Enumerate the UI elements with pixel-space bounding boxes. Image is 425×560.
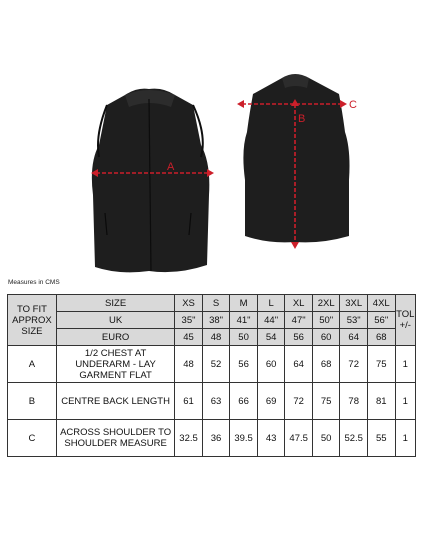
- header-row-uk: [8, 312, 416, 329]
- measurement-value: 78: [340, 383, 368, 420]
- product-images: [0, 0, 425, 272]
- measurement-value: 52.5: [340, 420, 368, 457]
- measurement-value: 52: [202, 346, 230, 383]
- measurement-value: 72: [285, 383, 313, 420]
- uk-size-cell: 56": [367, 312, 395, 329]
- measurement-value: 63: [202, 383, 230, 420]
- uk-size-cell: 53": [340, 312, 368, 329]
- uk-size-cell: 50": [312, 312, 340, 329]
- euro-size-cell: 50: [230, 329, 258, 346]
- tolerance-value: 1: [395, 420, 415, 457]
- label-a: A: [167, 161, 175, 173]
- euro-size-cell: 60: [312, 329, 340, 346]
- measurement-value: 69: [257, 383, 285, 420]
- measurement-value: 50: [312, 420, 340, 457]
- size-label: SIZE: [56, 295, 174, 312]
- measurement-value: 56: [230, 346, 258, 383]
- euro-size-cell: 68: [367, 329, 395, 346]
- measurement-value: 36: [202, 420, 230, 457]
- fit-size-label: TO FIT APPROX SIZE: [8, 295, 57, 346]
- measurement-value: 32.5: [175, 420, 203, 457]
- uk-size-cell: 41": [230, 312, 258, 329]
- size-cell: XS: [175, 295, 203, 312]
- measurement-row-a: [8, 346, 416, 383]
- vest-back-collar: [282, 74, 309, 88]
- uk-size-cell: 38": [202, 312, 230, 329]
- tolerance-value: 1: [395, 346, 415, 383]
- size-cell: M: [230, 295, 258, 312]
- uk-size-cell: 35": [175, 312, 203, 329]
- tolerance-value: 1: [395, 383, 415, 420]
- size-chart-table: [7, 294, 416, 457]
- measurement-value: 81: [367, 383, 395, 420]
- label-c: C: [349, 99, 357, 111]
- euro-size-cell: 56: [285, 329, 313, 346]
- euro-size-cell: 48: [202, 329, 230, 346]
- measurement-value: 60: [257, 346, 285, 383]
- measurement-value: 61: [175, 383, 203, 420]
- size-cell: XL: [285, 295, 313, 312]
- measurement-value: 75: [367, 346, 395, 383]
- measurement-value: 64: [285, 346, 313, 383]
- size-cell: 3XL: [340, 295, 368, 312]
- measurement-value: 66: [230, 383, 258, 420]
- measurement-value: 48: [175, 346, 203, 383]
- measurement-code: B: [8, 383, 57, 420]
- measures-note: Measures in CMS: [8, 279, 60, 286]
- header-row-size: [8, 295, 416, 312]
- size-cell: 4XL: [367, 295, 395, 312]
- measurement-value: 55: [367, 420, 395, 457]
- measurement-row-c: [8, 420, 416, 457]
- measurement-value: 75: [312, 383, 340, 420]
- euro-size-cell: 64: [340, 329, 368, 346]
- euro-size-cell: 45: [175, 329, 203, 346]
- uk-label: UK: [56, 312, 174, 329]
- chest-measure-arrow: [90, 160, 215, 185]
- measurement-label: 1/2 CHEST AT UNDERARM - LAY GARMENT FLAT: [56, 346, 174, 383]
- measurement-row-b: [8, 383, 416, 420]
- back-length-arrow: [286, 98, 310, 250]
- tol-label: TOL +/-: [395, 295, 415, 346]
- euro-label: EURO: [56, 329, 174, 346]
- header-row-euro: [8, 329, 416, 346]
- size-cell: L: [257, 295, 285, 312]
- measurement-value: 43: [257, 420, 285, 457]
- measurement-value: 47.5: [285, 420, 313, 457]
- measurement-value: 68: [312, 346, 340, 383]
- measurement-value: 39.5: [230, 420, 258, 457]
- size-cell: 2XL: [312, 295, 340, 312]
- uk-size-cell: 47": [285, 312, 313, 329]
- measurement-code: C: [8, 420, 57, 457]
- euro-size-cell: 54: [257, 329, 285, 346]
- measurement-code: A: [8, 346, 57, 383]
- measurement-value: 72: [340, 346, 368, 383]
- measurement-label: CENTRE BACK LENGTH: [56, 383, 174, 420]
- label-b: B: [298, 113, 306, 125]
- size-cell: S: [202, 295, 230, 312]
- measurement-label: ACROSS SHOULDER TO SHOULDER MEASURE: [56, 420, 174, 457]
- uk-size-cell: 44": [257, 312, 285, 329]
